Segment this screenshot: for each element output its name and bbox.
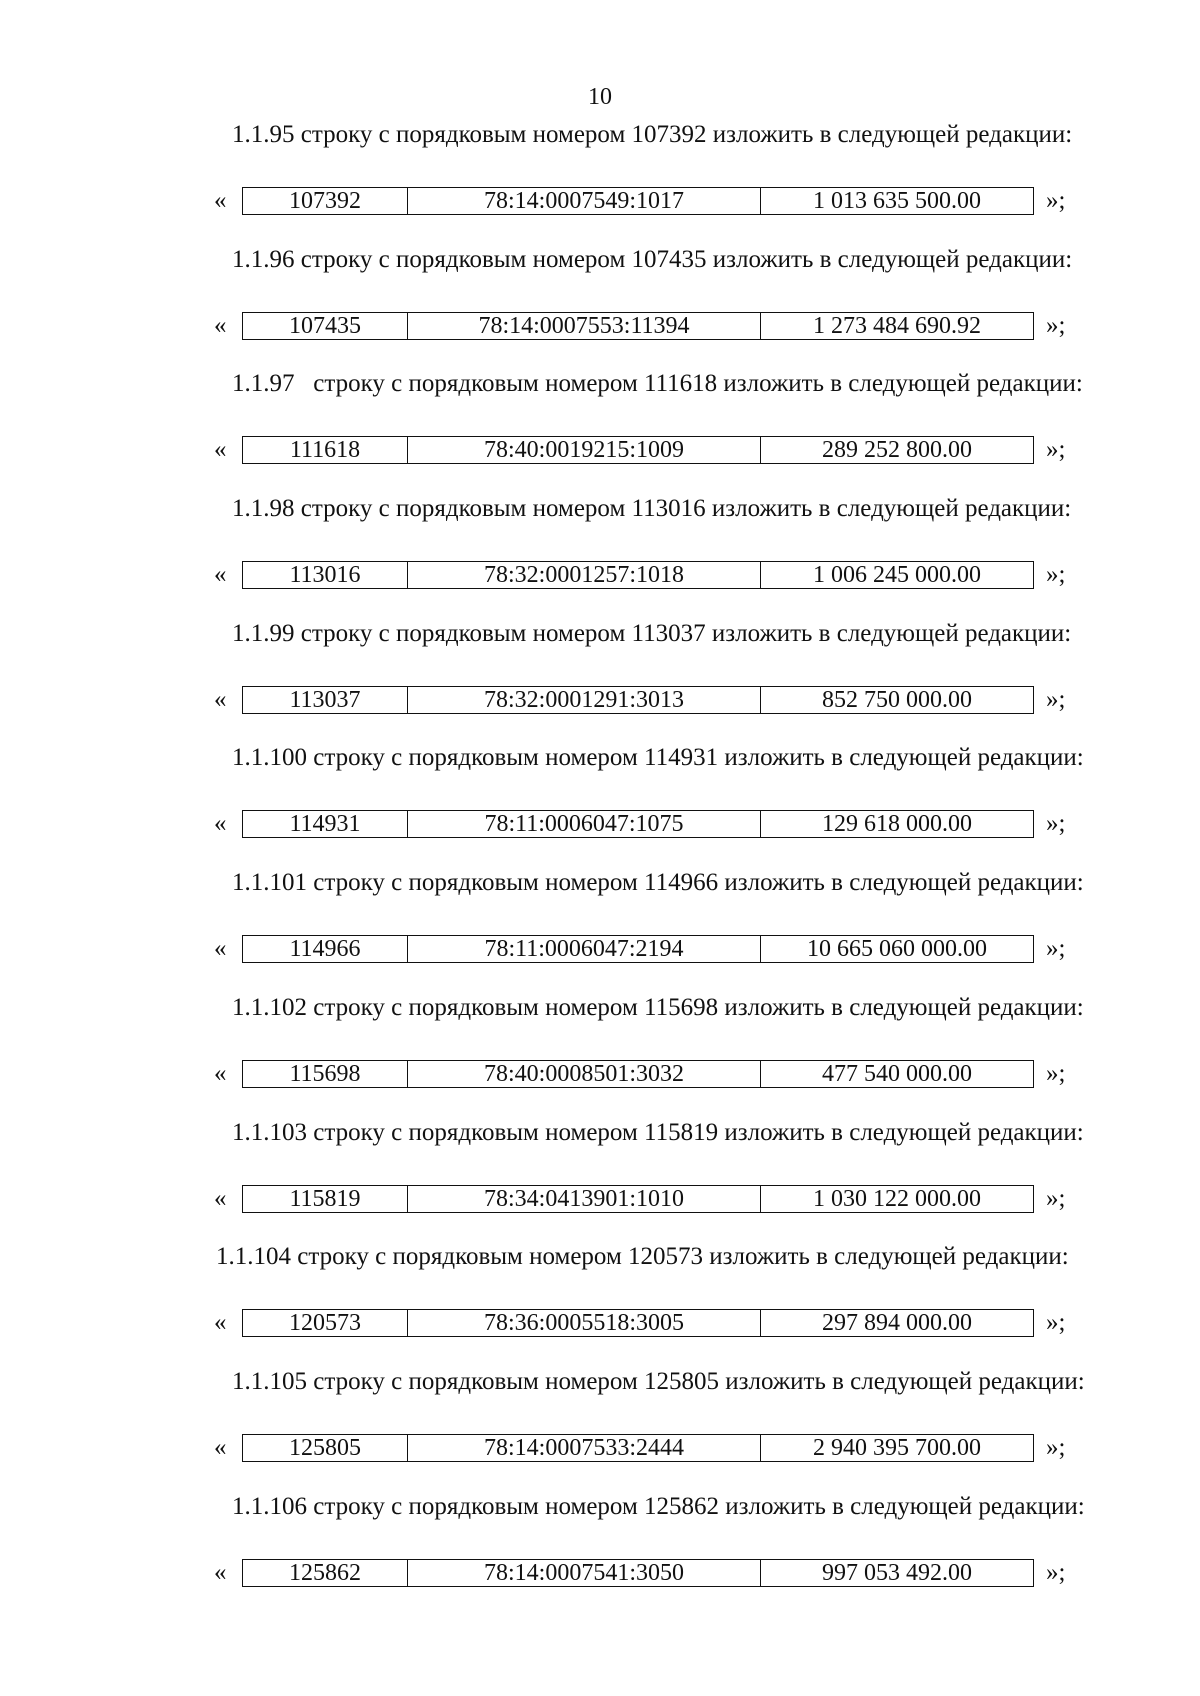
quote-open: « — [214, 311, 227, 339]
cadastral-number-cell: 78:34:0413901:1010 — [408, 1185, 761, 1212]
row-table — [242, 810, 1034, 838]
cadastral-number-cell: 78:40:0008501:3032 — [408, 1060, 761, 1087]
cadastral-number-cell: 78:32:0001257:1018 — [408, 562, 761, 589]
cadastral-number-cell: 78:32:0001291:3013 — [408, 686, 761, 713]
row-number-cell: 114931 — [243, 811, 408, 838]
amended-row — [214, 560, 1065, 590]
quote-open: « — [214, 1558, 227, 1586]
quote-close: »; — [1046, 1433, 1066, 1461]
row-table — [242, 1060, 1034, 1088]
row-table — [242, 1434, 1034, 1462]
amended-row — [214, 1184, 1065, 1214]
quote-close: »; — [1046, 1309, 1066, 1337]
cadastral-number-cell: 78:14:0007553:11394 — [408, 312, 761, 339]
amendment-clause — [0, 245, 1200, 370]
amendment-clause — [0, 993, 1200, 1118]
clause-text: 1.1.99 строку с порядковым номером 113037 изложить в следующей редакции: — [232, 619, 1072, 647]
row-table — [242, 436, 1034, 464]
amended-row — [214, 186, 1065, 216]
row-table — [242, 312, 1034, 340]
cadastral-number-cell: 78:40:0019215:1009 — [408, 437, 761, 464]
cadastral-value-cell: 852 750 000.00 — [761, 686, 1034, 713]
quote-open: « — [214, 1184, 227, 1212]
amendment-clause — [0, 1118, 1200, 1243]
amendment-clause — [0, 369, 1200, 494]
cadastral-number-cell: 78:14:0007533:2444 — [408, 1434, 761, 1461]
quote-open: « — [214, 436, 227, 464]
quote-close: »; — [1046, 685, 1066, 713]
clause-text: 1.1.100 строку с порядковым номером 114931 изложить в следующей редакции: — [232, 744, 1084, 772]
row-number-cell: 115698 — [243, 1060, 408, 1087]
clause-text: 1.1.98 строку с порядковым номером 113016 изложить в следующей редакции: — [232, 495, 1072, 523]
amended-row — [214, 311, 1065, 341]
quote-close: »; — [1046, 810, 1066, 838]
cadastral-number-cell: 78:11:0006047:1075 — [408, 811, 761, 838]
row-number-cell: 111618 — [243, 437, 408, 464]
clause-text: 1.1.105 строку с порядковым номером 125805 изложить в следующей редакции: — [232, 1367, 1085, 1395]
row-number-cell: 113037 — [243, 686, 408, 713]
row-number-cell: 114966 — [243, 936, 408, 963]
clause-text: 1.1.96 строку с порядковым номером 107435 изложить в следующей редакции: — [232, 245, 1073, 273]
quote-close: »; — [1046, 935, 1066, 963]
amendment-clause — [0, 743, 1200, 868]
quote-open: « — [214, 561, 227, 589]
quote-open: « — [214, 810, 227, 838]
amended-row — [214, 1433, 1065, 1463]
cadastral-number-cell: 78:36:0005518:3005 — [408, 1310, 761, 1337]
amended-row — [214, 934, 1065, 964]
cadastral-value-cell: 10 665 060 000.00 — [761, 936, 1034, 963]
quote-open: « — [214, 685, 227, 713]
amended-row — [214, 685, 1065, 715]
amended-row — [214, 1558, 1065, 1588]
row-table — [242, 1185, 1034, 1213]
row-number-cell: 120573 — [243, 1310, 408, 1337]
amended-row — [214, 809, 1065, 839]
cadastral-value-cell: 477 540 000.00 — [761, 1060, 1034, 1087]
row-table — [242, 1559, 1034, 1587]
row-number-cell: 125805 — [243, 1434, 408, 1461]
cadastral-value-cell: 297 894 000.00 — [761, 1310, 1034, 1337]
cadastral-value-cell: 129 618 000.00 — [761, 811, 1034, 838]
row-number-cell: 107435 — [243, 312, 408, 339]
cadastral-number-cell: 78:14:0007541:3050 — [408, 1559, 761, 1586]
row-table — [242, 187, 1034, 215]
row-table — [242, 686, 1034, 714]
clause-text: 1.1.97 строку с порядковым номером 111618 изложить в следующей редакции: — [232, 370, 1083, 398]
clause-text: 1.1.106 строку с порядковым номером 125862 изложить в следующей редакции: — [232, 1492, 1085, 1520]
quote-open: « — [214, 1309, 227, 1337]
page-number: 10 — [588, 84, 612, 110]
amendment-clause — [0, 494, 1200, 619]
amendment-clause — [0, 120, 1200, 245]
quote-open: « — [214, 1059, 227, 1087]
quote-close: »; — [1046, 561, 1066, 589]
clause-text: 1.1.103 строку с порядковым номером 115819 изложить в следующей редакции: — [232, 1118, 1084, 1146]
row-number-cell: 115819 — [243, 1185, 408, 1212]
row-number-cell: 107392 — [243, 188, 408, 215]
quote-close: »; — [1046, 311, 1066, 339]
amended-row — [214, 1308, 1065, 1338]
row-table — [242, 1309, 1034, 1337]
quote-open: « — [214, 187, 227, 214]
row-number-cell: 125862 — [243, 1559, 408, 1586]
quote-close: »; — [1046, 1059, 1066, 1087]
cadastral-value-cell: 289 252 800.00 — [761, 437, 1034, 464]
cadastral-value-cell: 1 013 635 500.00 — [761, 188, 1034, 215]
row-table — [242, 561, 1034, 589]
row-table — [242, 935, 1034, 963]
quote-close: »; — [1046, 1184, 1066, 1212]
cadastral-value-cell: 1 273 484 690.92 — [761, 312, 1034, 339]
quote-close: »; — [1046, 1558, 1066, 1586]
cadastral-value-cell: 1 030 122 000.00 — [761, 1185, 1034, 1212]
cadastral-value-cell: 997 053 492.00 — [761, 1559, 1034, 1586]
amendment-clause — [0, 868, 1200, 993]
amendment-clause — [0, 1242, 1200, 1367]
quote-close: »; — [1046, 436, 1066, 464]
amended-row — [214, 435, 1065, 465]
cadastral-number-cell: 78:14:0007549:1017 — [408, 188, 761, 215]
amended-row — [214, 1059, 1065, 1089]
quote-close: »; — [1046, 187, 1066, 214]
clause-text: 1.1.104 строку с порядковым номером 120573 изложить в следующей редакции: — [216, 1243, 1069, 1271]
document-body — [0, 120, 1200, 1616]
clause-text: 1.1.101 строку с порядковым номером 114966 изложить в следующей редакции: — [232, 869, 1084, 897]
cadastral-number-cell: 78:11:0006047:2194 — [408, 936, 761, 963]
quote-open: « — [214, 935, 227, 963]
clause-text: 1.1.95 строку с порядковым номером 107392 изложить в следующей редакции: — [232, 121, 1073, 148]
clause-text: 1.1.102 строку с порядковым номером 115698 изложить в следующей редакции: — [232, 993, 1084, 1021]
quote-open: « — [214, 1433, 227, 1461]
amendment-clause — [0, 1367, 1200, 1492]
amendment-clause — [0, 1492, 1200, 1617]
cadastral-value-cell: 1 006 245 000.00 — [761, 562, 1034, 589]
amendment-clause — [0, 619, 1200, 744]
cadastral-value-cell: 2 940 395 700.00 — [761, 1434, 1034, 1461]
row-number-cell: 113016 — [243, 562, 408, 589]
